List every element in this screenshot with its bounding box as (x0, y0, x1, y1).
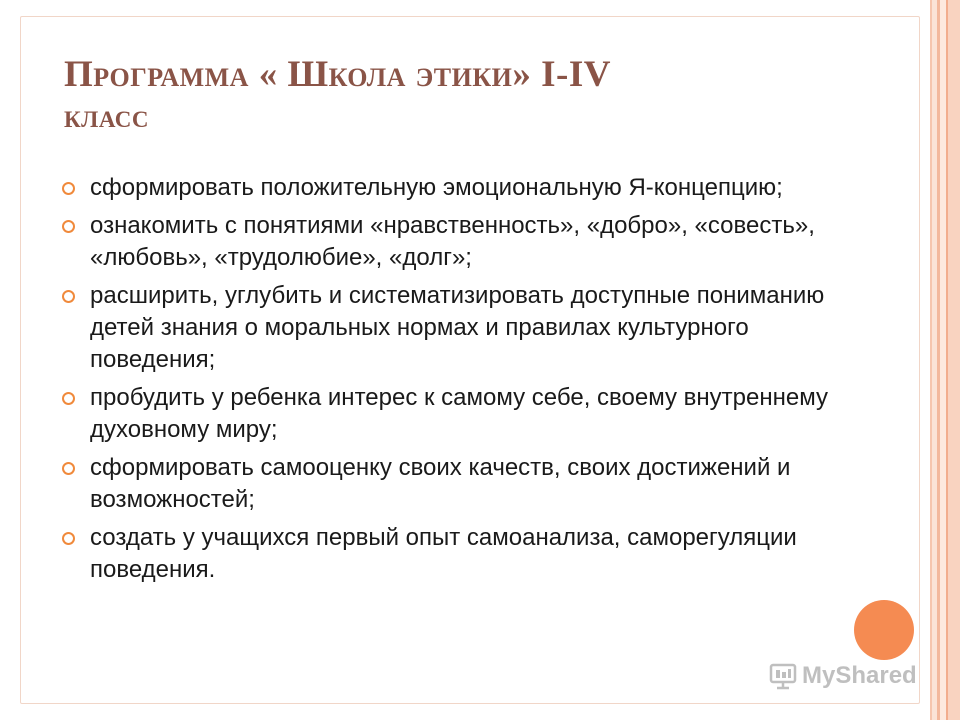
bullet-item-2 (60, 210, 830, 274)
bullet-item-5 (60, 452, 830, 516)
bullet-text: сформировать положительную эмоциональную Я-концепцию; (90, 174, 783, 201)
watermark (768, 660, 917, 692)
decorative-stripes (930, 0, 960, 720)
bullet-text: ознакомить с понятиями «нравственность», «добро», «совесть», «любовь», «трудолюбие», «долг»; (90, 212, 815, 271)
bullet-circle-icon (62, 532, 75, 545)
bullet-item-1 (60, 172, 830, 204)
bullet-circle-icon (62, 392, 75, 405)
bullet-text: создать у учащихся первый опыт самоанализа, саморегуляции поведения. (90, 524, 797, 583)
bullet-circle-icon (62, 220, 75, 233)
bullet-text: пробудить у ребенка интерес к самому себе, своему внутреннему духовному миру; (90, 384, 828, 443)
presentation-board-icon (768, 661, 798, 691)
bullet-item-3 (60, 280, 830, 376)
bullet-item-4 (60, 382, 830, 446)
bullet-circle-icon (62, 290, 75, 303)
bullet-text: сформировать самооценку своих качеств, своих достижений и возможностей; (90, 454, 791, 513)
title-line-2: класс (64, 99, 149, 136)
bullet-circle-icon (62, 462, 75, 475)
decorative-orange-circle (854, 600, 914, 660)
bullet-circle-icon (62, 182, 75, 195)
bullet-item-6 (60, 522, 830, 586)
watermark-text: MyShared (802, 662, 917, 689)
bullet-text: расширить, углубить и систематизировать доступные пониманию детей знания о моральных нормах и правилах культурного поведения; (90, 282, 825, 373)
title-line-1: Программа « Школа этики» I-IV (64, 54, 611, 95)
bullet-list (60, 172, 830, 592)
slide-title (64, 52, 824, 137)
